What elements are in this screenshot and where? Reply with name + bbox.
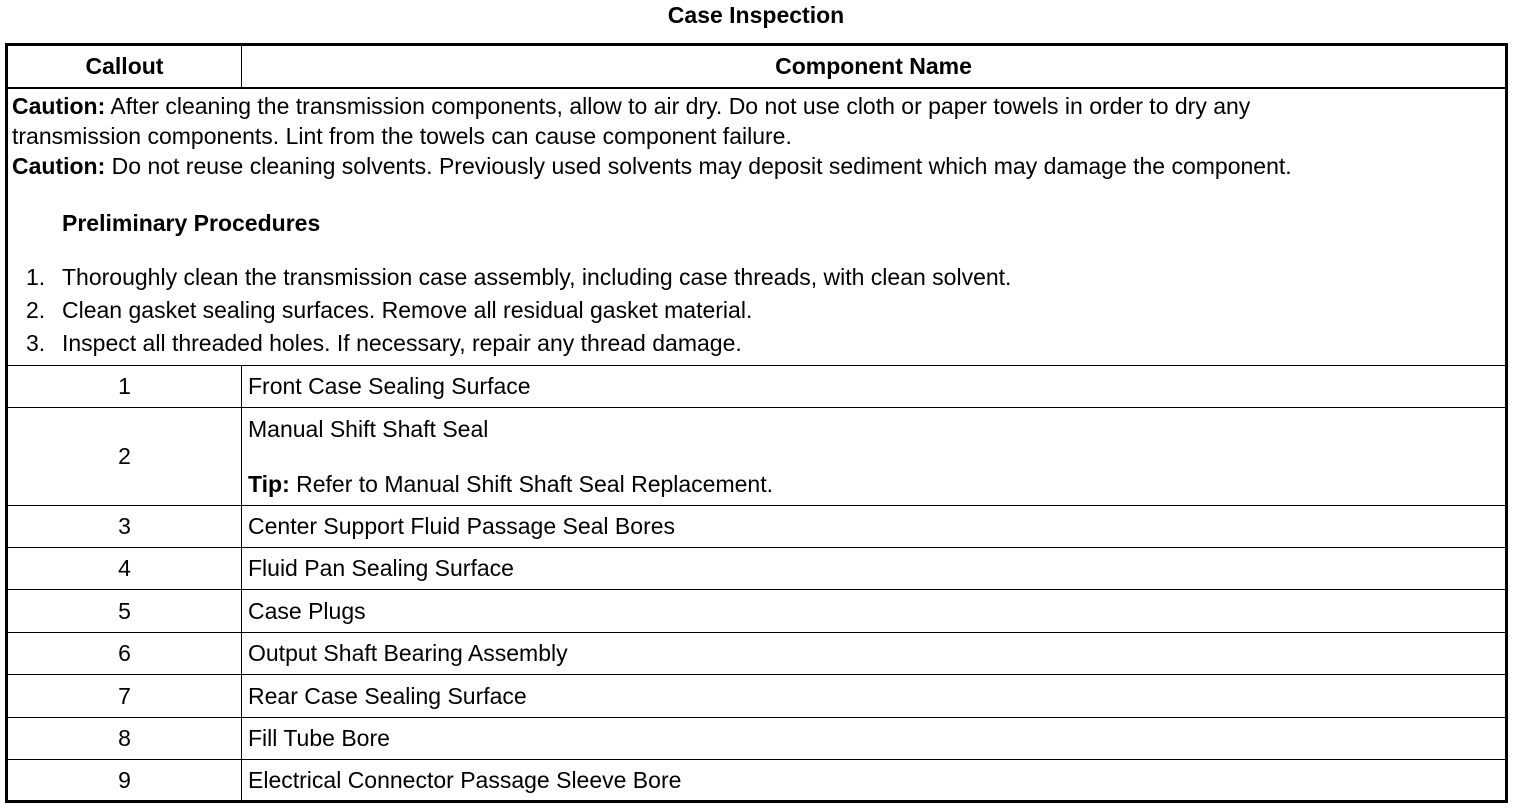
callout-cell: 7 (8, 675, 242, 717)
table-row (8, 760, 1505, 800)
tip-text: Refer to Manual Shift Shaft Seal Replacement. (289, 471, 773, 497)
component-cell (242, 408, 1505, 505)
table-header-row (8, 46, 1505, 89)
step-text: Clean gasket sealing surfaces. Remove all residual gasket material. (62, 297, 753, 323)
component-name: Manual Shift Shaft Seal (248, 416, 489, 442)
preliminary-heading: Preliminary Procedures (62, 210, 321, 236)
callout-cell: 6 (8, 633, 242, 674)
table-row (8, 590, 1505, 633)
component-cell: Rear Case Sealing Surface (248, 682, 527, 709)
callout-cell: 8 (8, 718, 242, 759)
page-title: Case Inspection (667, 2, 845, 28)
callout-cell: 1 (8, 366, 242, 407)
component-cell: Output Shaft Bearing Assembly (248, 640, 568, 666)
callout-cell: 2 (8, 408, 242, 505)
table-row (8, 718, 1505, 760)
caution-label: Caution: (12, 93, 106, 119)
component-cell: Electrical Connector Passage Sleeve Bore (248, 766, 682, 793)
component-cell: Center Support Fluid Passage Seal Bores (248, 513, 676, 539)
header-component-name: Component Name (775, 53, 972, 79)
step-number: 2. (26, 297, 46, 323)
caution-label: Caution: (12, 153, 106, 179)
step-number: 3. (26, 330, 46, 356)
table-row (8, 366, 1505, 408)
table-row (8, 548, 1505, 590)
callout-cell: 3 (8, 506, 242, 547)
case-inspection-table (5, 43, 1508, 803)
caution-1 (12, 91, 1497, 121)
component-cell: Fluid Pan Sealing Surface (248, 555, 514, 581)
table-row (8, 506, 1505, 548)
component-cell: Fill Tube Bore (248, 725, 390, 751)
component-cell: Front Case Sealing Surface (248, 373, 531, 399)
table-row (8, 408, 1505, 506)
notes-block (8, 89, 1505, 366)
step-text: Thoroughly clean the transmission case assembly, including case threads, with clean solvent. (62, 264, 1012, 290)
component-cell: Case Plugs (248, 597, 366, 624)
header-callout: Callout (8, 46, 242, 87)
caution-text: Do not reuse cleaning solvents. Previously used solvents may deposit sediment which may damage the component. (105, 153, 1292, 179)
callout-cell: 4 (8, 548, 242, 589)
step-text: Inspect all threaded holes. If necessary, repair any thread damage. (62, 330, 742, 356)
table-row (8, 675, 1505, 718)
caution-text: After cleaning the transmission components, allow to air dry. Do not use cloth or paper towels in order to dry any (105, 93, 1251, 119)
caution-2 (12, 151, 1497, 181)
table-row (8, 633, 1505, 675)
step-number: 1. (26, 264, 46, 290)
tip-label: Tip: (248, 471, 290, 497)
callout-cell: 5 (8, 590, 242, 632)
tip-note (248, 469, 773, 499)
callout-cell: 9 (8, 760, 242, 800)
caution-1-continued: transmission components. Lint from the towels can cause component failure. (12, 123, 792, 149)
